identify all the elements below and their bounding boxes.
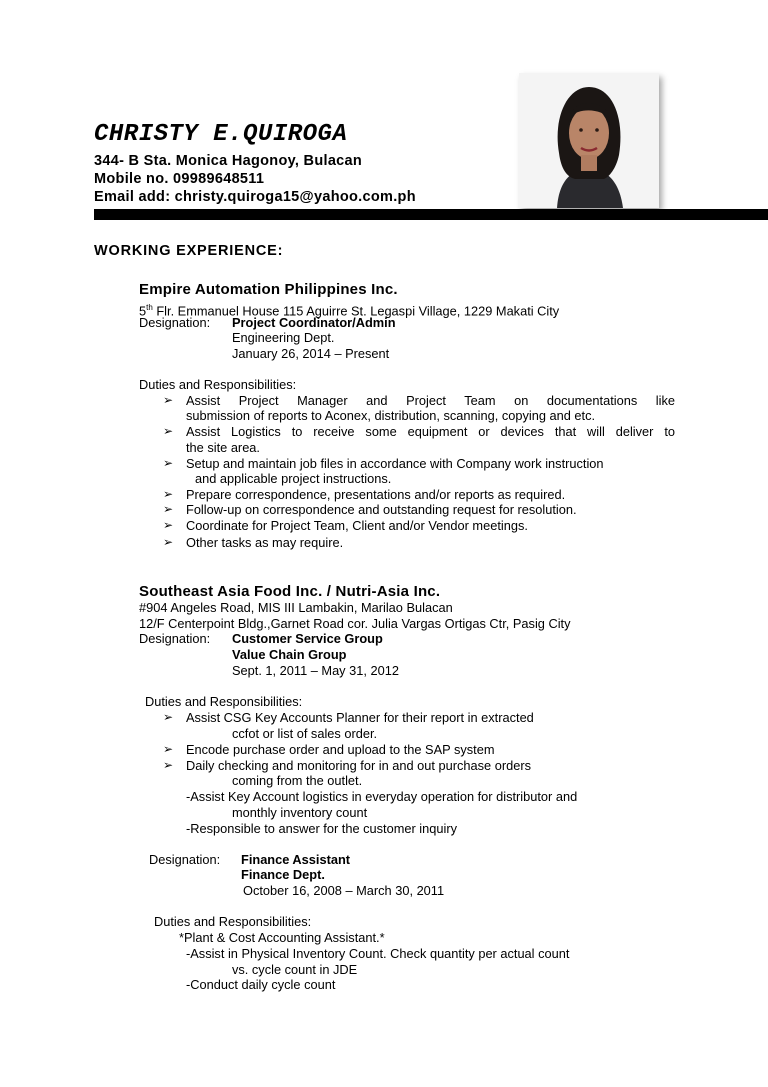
duty-item: -Assist Key Account logistics in everyday operation for distributor and: [186, 789, 578, 804]
company-name-2: Southeast Asia Food Inc. / Nutri-Asia Inc.: [139, 583, 441, 600]
designation-label-3: Designation:: [149, 852, 221, 867]
contact-email: Email add: christy.quiroga15@yahoo.com.ph: [94, 189, 416, 205]
duty-item: -Conduct daily cycle count: [186, 977, 336, 992]
period-2: Sept. 1, 2011 – May 31, 2012: [232, 663, 399, 678]
duty-item: -Responsible to answer for the customer inquiry: [186, 821, 457, 836]
bullet-arrow-icon: ➢: [163, 758, 174, 772]
section-heading: WORKING EXPERIENCE:: [94, 243, 284, 259]
designation-2: Customer Service Group: [232, 631, 383, 646]
designation-label-2: Designation:: [139, 631, 211, 646]
contact-address: 344- B Sta. Monica Hagonoy, Bulacan: [94, 153, 363, 169]
duties-label-3: Duties and Responsibilities:: [154, 914, 312, 929]
duty-item: the site area.: [186, 440, 260, 455]
profile-photo: [519, 73, 659, 208]
duties-label-1: Duties and Responsibilities:: [139, 377, 297, 392]
duty-item: vs. cycle count in JDE: [232, 962, 358, 977]
period-1: January 26, 2014 – Present: [232, 346, 390, 361]
company-address-2b: 12/F Centerpoint Bldg.,Garnet Road cor. Julia Vargas Ortigas Ctr, Pasig City: [139, 616, 571, 631]
duty-item: ccfot or list of sales order.: [232, 726, 378, 741]
bullet-arrow-icon: ➢: [163, 742, 174, 756]
designation-1: Project Coordinator/Admin: [232, 315, 396, 330]
duty-item: Assist CSG Key Accounts Planner for their report in extracted: [186, 710, 534, 725]
department-3: Finance Dept.: [241, 867, 325, 882]
company-address-1: 5th Flr. Emmanuel House 115 Aguirre St. Legaspi Village, 1229 Makati City: [139, 303, 560, 319]
header-divider: [94, 209, 768, 220]
duty-item: and applicable project instructions.: [195, 471, 392, 486]
duty-item: Assist Project Manager and Project Team on documentations like: [186, 393, 675, 408]
designation-3: Finance Assistant: [241, 852, 351, 867]
duty-item: monthly inventory count: [232, 805, 368, 820]
company-name-1: Empire Automation Philippines Inc.: [139, 281, 398, 298]
group-2: Value Chain Group: [232, 647, 347, 662]
duty-item: coming from the outlet.: [232, 773, 363, 788]
bullet-arrow-icon: ➢: [163, 424, 174, 438]
duty-item: Follow-up on correspondence and outstanding request for resolution.: [186, 502, 577, 517]
bullet-arrow-icon: ➢: [163, 710, 174, 724]
bullet-arrow-icon: ➢: [163, 535, 174, 549]
bullet-arrow-icon: ➢: [163, 393, 174, 407]
company-address-2a: #904 Angeles Road, MIS III Lambakin, Marilao Bulacan: [139, 600, 453, 615]
duty-item: Other tasks as may require.: [186, 535, 344, 550]
department-1: Engineering Dept.: [232, 330, 335, 345]
period-3: October 16, 2008 – March 30, 2011: [243, 883, 445, 898]
duty-item: *Plant & Cost Accounting Assistant.*: [179, 930, 385, 945]
bullet-arrow-icon: ➢: [163, 487, 174, 501]
duty-item: Encode purchase order and upload to the SAP system: [186, 742, 495, 757]
duty-item: Prepare correspondence, presentations and/or reports as required.: [186, 487, 566, 502]
duty-item: Daily checking and monitoring for in and out purchase orders: [186, 758, 531, 773]
designation-label-1: Designation:: [139, 315, 211, 330]
bullet-arrow-icon: ➢: [163, 456, 174, 470]
contact-mobile: Mobile no. 09989648511: [94, 171, 265, 187]
bullet-arrow-icon: ➢: [163, 502, 174, 516]
duties-label-2: Duties and Responsibilities:: [145, 694, 303, 709]
duty-item: Coordinate for Project Team, Client and/or Vendor meetings.: [186, 518, 528, 533]
duty-item: -Assist in Physical Inventory Count. Check quantity per actual count: [186, 946, 570, 961]
duty-item: Setup and maintain job files in accordance with Company work instruction: [186, 456, 604, 471]
applicant-name: CHRISTY E.QUIROGA: [94, 121, 348, 148]
duty-item: Assist Logistics to receive some equipment or devices that will deliver to: [186, 424, 675, 439]
bullet-arrow-icon: ➢: [163, 518, 174, 532]
duty-item: submission of reports to Aconex, distribution, scanning, copying and etc.: [186, 408, 596, 423]
